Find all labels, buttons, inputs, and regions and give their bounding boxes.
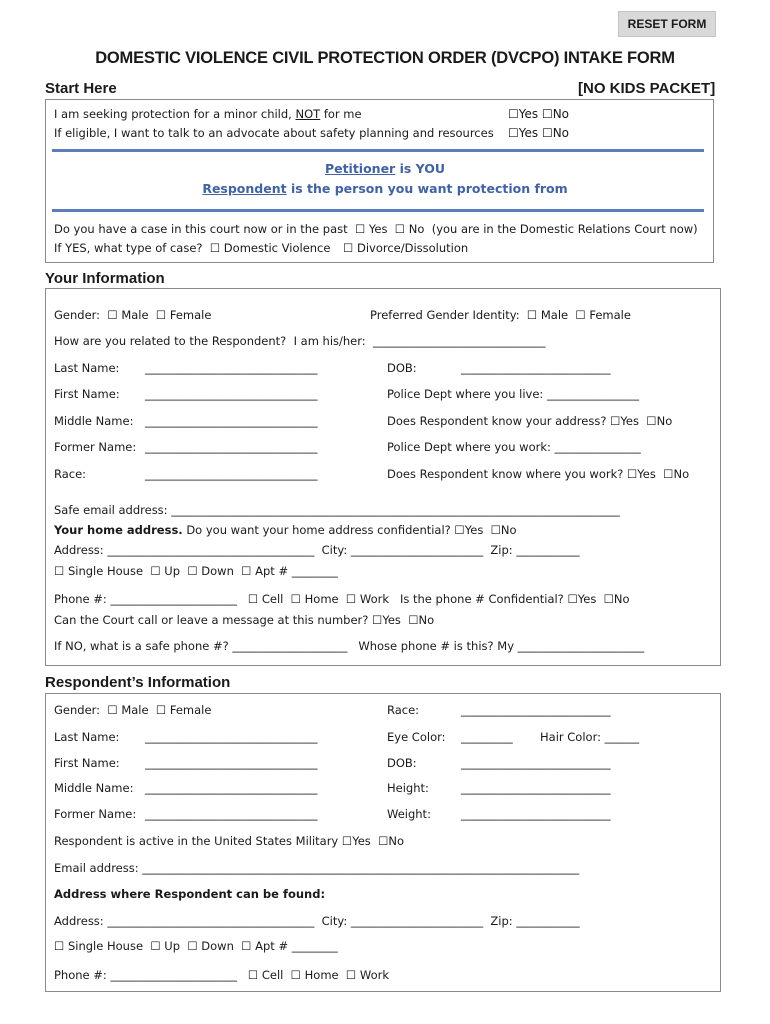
your-former-name-label: Former Name:: [54, 440, 137, 454]
know-address-question[interactable]: Does Respondent know your address? ☐Yes ☐No: [387, 414, 673, 428]
resp-weight-label: Weight:: [387, 807, 431, 821]
home-address-confidential[interactable]: Your home address. Do you want your home address confidential? ☐Yes ☐No: [54, 523, 517, 537]
advocate-checkboxes[interactable]: ☐Yes ☐No: [508, 126, 570, 140]
your-dob-field[interactable]: __________________________: [461, 361, 611, 375]
your-address-field[interactable]: Address: ____________________________________ City: _______________________ Zip: ___________: [54, 543, 580, 557]
form-title: DOMESTIC VIOLENCE CIVIL PROTECTION ORDER (DVCPO) INTAKE FORM: [95, 49, 675, 67]
resp-hair-field[interactable]: Hair Color: ______: [540, 730, 640, 744]
blue-divider-top: [52, 149, 704, 152]
case-question[interactable]: Do you have a case in this court now or in the past ☐ Yes ☐ No (you are in the Domestic Relations Court now): [54, 222, 698, 236]
safe-email-field[interactable]: Safe email address: ______________________________________________________________________________: [54, 503, 620, 517]
case-type-divorce[interactable]: ☐ Divorce/Dissolution: [343, 241, 469, 255]
respondent-information-heading: Respondent’s Information: [45, 674, 231, 691]
your-first-name-label: First Name:: [54, 387, 120, 401]
resp-former-name-label: Former Name:: [54, 807, 137, 821]
your-middle-name-label: Middle Name:: [54, 414, 134, 428]
your-first-name-field[interactable]: ______________________________: [145, 387, 318, 401]
no-kids-packet-label: [NO KIDS PACKET]: [578, 80, 716, 97]
minor-child-question: I am seeking protection for a minor child, NOT for me: [54, 107, 362, 121]
your-home-type[interactable]: ☐ Single House ☐ Up ☐ Down ☐ Apt # ________: [54, 564, 338, 578]
court-call-question[interactable]: Can the Court call or leave a message at this number? ☐Yes ☐No: [54, 613, 435, 627]
your-last-name-label: Last Name:: [54, 361, 120, 375]
your-dob-label: DOB:: [387, 361, 417, 375]
petitioner-definition: Petitioner is YOU: [324, 161, 446, 176]
safe-phone-field[interactable]: If NO, what is a safe phone #? ____________________ Whose phone # is this? My ______________________: [54, 639, 645, 653]
your-information-heading: Your Information: [45, 270, 165, 287]
resp-phone-field[interactable]: Phone #: ______________________ ☐ Cell ☐ Home ☐ Work: [54, 968, 390, 982]
resp-home-type[interactable]: ☐ Single House ☐ Up ☐ Down ☐ Apt # ________: [54, 939, 338, 953]
police-dept-work-field[interactable]: Police Dept where you work: _______________: [387, 440, 641, 454]
resp-eye-label: Eye Color:: [387, 730, 446, 744]
resp-first-name-field[interactable]: ______________________________: [145, 756, 318, 770]
resp-address-field[interactable]: Address: ____________________________________ City: _______________________ Zip: ___________: [54, 914, 580, 928]
your-phone-field[interactable]: Phone #: ______________________ ☐ Cell ☐ Home ☐ Work Is the phone # Confidential? ☐Yes ☐No: [54, 592, 630, 606]
resp-gender[interactable]: Gender: ☐ Male ☐ Female: [54, 703, 212, 717]
minor-child-checkboxes[interactable]: ☐Yes ☐No: [508, 107, 570, 121]
police-dept-live-field[interactable]: Police Dept where you live: ________________: [387, 387, 639, 401]
reset-form-button[interactable]: RESET FORM: [618, 11, 716, 37]
resp-middle-name-label: Middle Name:: [54, 781, 134, 795]
resp-dob-field[interactable]: __________________________: [461, 756, 611, 770]
your-former-name-field[interactable]: ______________________________: [145, 440, 318, 454]
resp-eye-field[interactable]: _________: [461, 730, 513, 744]
relation-field[interactable]: How are you related to the Respondent? I am his/her: ______________________________: [54, 334, 546, 348]
blue-divider-bottom: [52, 209, 704, 212]
your-race-field[interactable]: ______________________________: [145, 467, 318, 481]
your-middle-name-field[interactable]: ______________________________: [145, 414, 318, 428]
resp-dob-label: DOB:: [387, 756, 417, 770]
resp-height-field[interactable]: __________________________: [461, 781, 611, 795]
resp-race-field[interactable]: __________________________: [461, 703, 611, 717]
start-here-heading: Start Here: [45, 80, 117, 97]
resp-last-name-label: Last Name:: [54, 730, 120, 744]
resp-last-name-field[interactable]: ______________________________: [145, 730, 318, 744]
resp-military-question[interactable]: Respondent is active in the United States Military ☐Yes ☐No: [54, 834, 405, 848]
respondent-definition: Respondent is the person you want protection from: [202, 181, 568, 196]
your-gender[interactable]: Gender: ☐ Male ☐ Female: [54, 308, 212, 322]
case-type-question[interactable]: If YES, what type of case? ☐ Domestic Violence: [54, 241, 331, 255]
resp-first-name-label: First Name:: [54, 756, 120, 770]
know-work-question[interactable]: Does Respondent know where you work? ☐Yes ☐No: [387, 467, 690, 481]
your-last-name-field[interactable]: ______________________________: [145, 361, 318, 375]
resp-former-name-field[interactable]: ______________________________: [145, 807, 318, 821]
your-race-label: Race:: [54, 467, 87, 481]
resp-height-label: Height:: [387, 781, 429, 795]
your-preferred-gender[interactable]: Preferred Gender Identity: ☐ Male ☐ Female: [370, 308, 631, 322]
resp-found-heading: Address where Respondent can be found:: [54, 887, 326, 901]
resp-email-field[interactable]: Email address: ____________________________________________________________________________: [54, 861, 580, 875]
resp-race-label: Race:: [387, 703, 420, 717]
advocate-question: If eligible, I want to talk to an advocate about safety planning and resources: [54, 126, 494, 140]
resp-weight-field[interactable]: __________________________: [461, 807, 611, 821]
resp-middle-name-field[interactable]: ______________________________: [145, 781, 318, 795]
